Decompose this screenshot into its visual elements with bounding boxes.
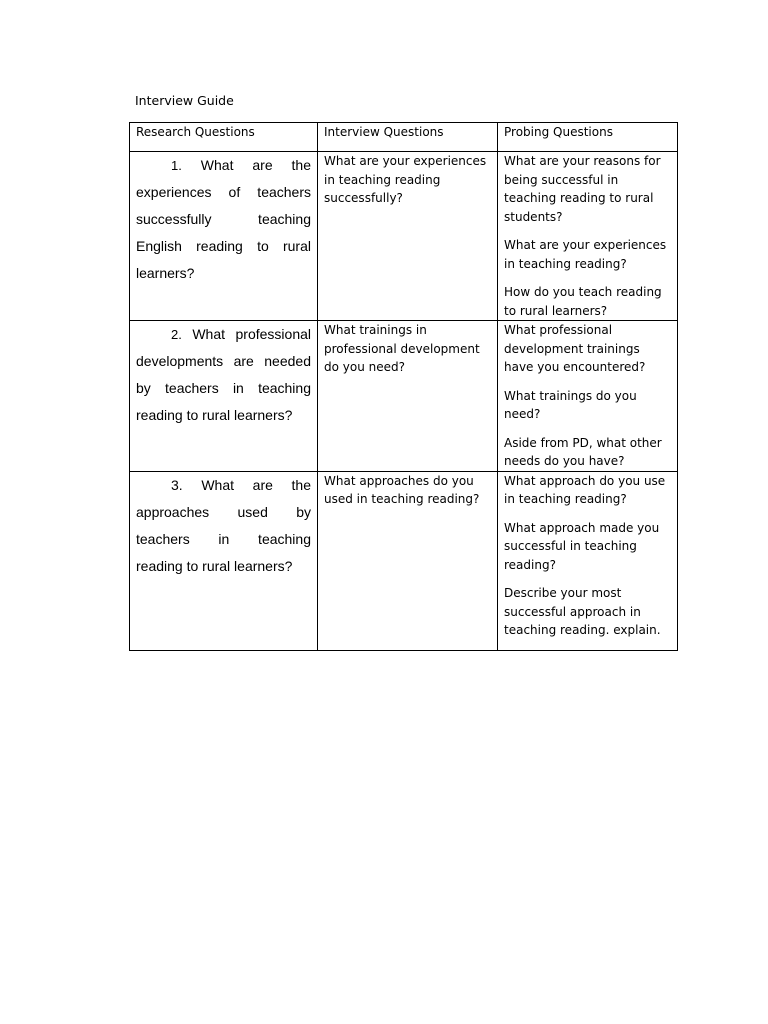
probing-question: Aside from PD, what other needs do you have? <box>504 435 662 468</box>
interview-question-cell <box>318 471 498 650</box>
probing-questions-cell <box>498 152 678 321</box>
header-interview-questions <box>318 123 498 152</box>
question-number: 1. <box>171 158 182 173</box>
interview-question: What approaches do you used in teaching reading? <box>324 473 480 506</box>
research-question <box>130 321 317 429</box>
research-question-text: What professional developments are needed by teachers in teaching reading to rural learners? <box>136 326 311 423</box>
interview-question-cell <box>318 321 498 472</box>
header-label: Interview Questions <box>324 125 444 139</box>
document-title: Interview Guide <box>135 93 234 108</box>
question-number: 2. <box>171 327 182 342</box>
table-row <box>130 152 678 321</box>
research-question-text: What are the approaches used by teachers in teaching reading to rural learners? <box>136 476 312 574</box>
research-question-text: What are the experiences of teachers successfully teaching English reading to rural learners? <box>136 157 312 281</box>
probing-questions-cell <box>498 321 678 472</box>
header-label: Research Questions <box>136 125 255 139</box>
interview-question: What are your experiences in teaching reading successfully? <box>324 154 487 205</box>
probing-question: What approach do you use in teaching reading? <box>504 473 666 506</box>
probing-question: What trainings do you need? <box>504 388 637 421</box>
probing-question: How do you teach reading to rural learners? <box>504 285 662 318</box>
table-row <box>130 471 678 650</box>
probing-question: What are your experiences in teaching reading? <box>504 238 667 271</box>
probing-question: What professional development trainings have you encountered? <box>504 323 646 374</box>
table-row <box>130 321 678 472</box>
probing-question: Describe your most successful approach in teaching reading. explain. <box>504 586 661 637</box>
probing-questions-cell <box>498 471 678 650</box>
probing-question: What are your reasons for being successful in teaching reading to rural students? <box>504 154 661 224</box>
interview-question-cell <box>318 152 498 321</box>
question-number: 3. <box>171 476 183 493</box>
interview-guide-table <box>129 122 678 651</box>
interview-question: What trainings in professional development do you need? <box>324 323 480 374</box>
research-question-cell <box>130 152 318 321</box>
research-question-cell <box>130 471 318 650</box>
research-question-cell <box>130 321 318 472</box>
research-question <box>130 472 317 580</box>
header-probing-questions <box>498 123 678 152</box>
research-question <box>130 152 317 287</box>
header-label: Probing Questions <box>504 125 613 139</box>
probing-question: What approach made you successful in teaching reading? <box>504 520 660 572</box>
header-research-questions <box>130 123 318 152</box>
table-header-row <box>130 123 678 152</box>
